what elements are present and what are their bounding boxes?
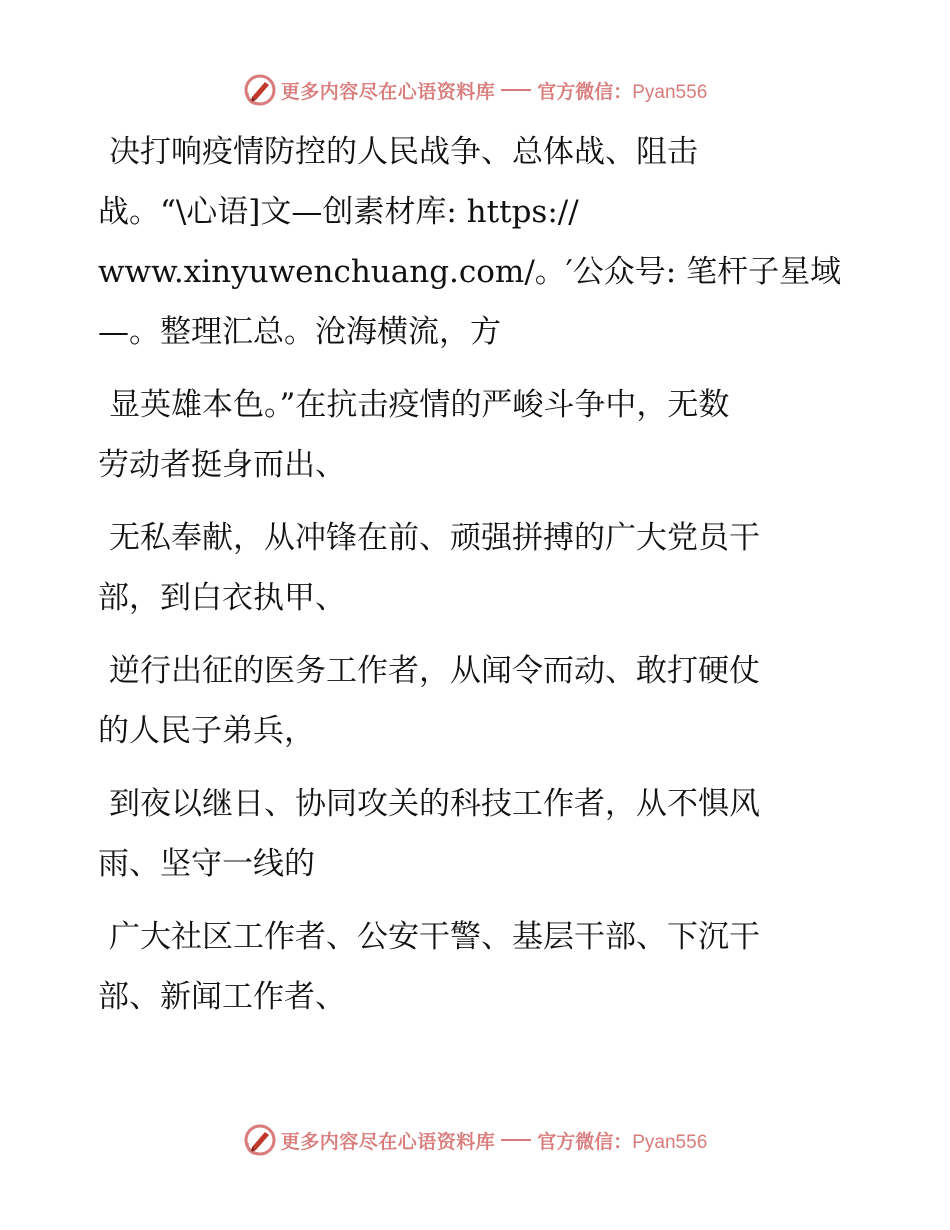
text-line: 无私奉献，从冲锋在前、顽强拼搏的广大党员干 (109, 520, 760, 556)
text-line: —。整理汇总。沧海横流，方 (98, 314, 501, 350)
paragraph-3 (98, 508, 858, 628)
text-line: 劳动者挺身而出、 (98, 447, 346, 483)
banner-main-text: 更多内容尽在心语资料库 (280, 80, 496, 103)
text-line: www.xinyuwenchuang.com/。′公众号: 笔杆子星域 (98, 254, 842, 290)
watermark-banner (243, 1123, 708, 1157)
page-footer (0, 1120, 950, 1160)
paragraph-2 (98, 375, 858, 495)
banner-dash (501, 89, 531, 91)
pen-logo-icon (243, 73, 277, 107)
pen-logo-icon (243, 1123, 277, 1157)
paragraph-6 (98, 907, 858, 1027)
banner-contact-label: 官方微信： (537, 80, 633, 103)
paragraph-1 (98, 122, 858, 362)
watermark-banner (243, 73, 708, 107)
banner-contact-id: Pyan556 (632, 1131, 708, 1153)
text-line: 部、新闻工作者、 (98, 979, 346, 1015)
text-line: 逆行出征的医务工作者，从闻令而动、敢打硬仗 (109, 653, 760, 689)
paragraph-4 (98, 641, 858, 761)
text-line: 战。“\心语]文—创素材库: https:// (98, 194, 579, 230)
text-line: 的人民子弟兵， (98, 713, 315, 749)
banner-contact (537, 77, 707, 104)
text-line: 雨、坚守一线的 (98, 846, 315, 882)
banner-contact (537, 1127, 707, 1154)
text-line: 到夜以继日、协同攻关的科技工作者，从不惧风 (109, 786, 760, 822)
paragraph-5 (98, 774, 858, 894)
banner-dash (501, 1139, 531, 1141)
text-line: 决打响疫情防控的人民战争、总体战、阻击 (109, 134, 698, 170)
banner-contact-id: Pyan556 (632, 81, 708, 103)
banner-main-text: 更多内容尽在心语资料库 (280, 1130, 496, 1153)
page-header (0, 70, 950, 110)
banner-contact-label: 官方微信： (537, 1130, 633, 1153)
document-body (98, 122, 858, 1040)
text-line: 部，到白衣执甲、 (98, 580, 346, 616)
text-line: 显英雄本色。”在抗击疫情的严峻斗争中，无数 (109, 387, 730, 423)
text-line: 广大社区工作者、公安干警、基层干部、下沉干 (109, 919, 760, 955)
